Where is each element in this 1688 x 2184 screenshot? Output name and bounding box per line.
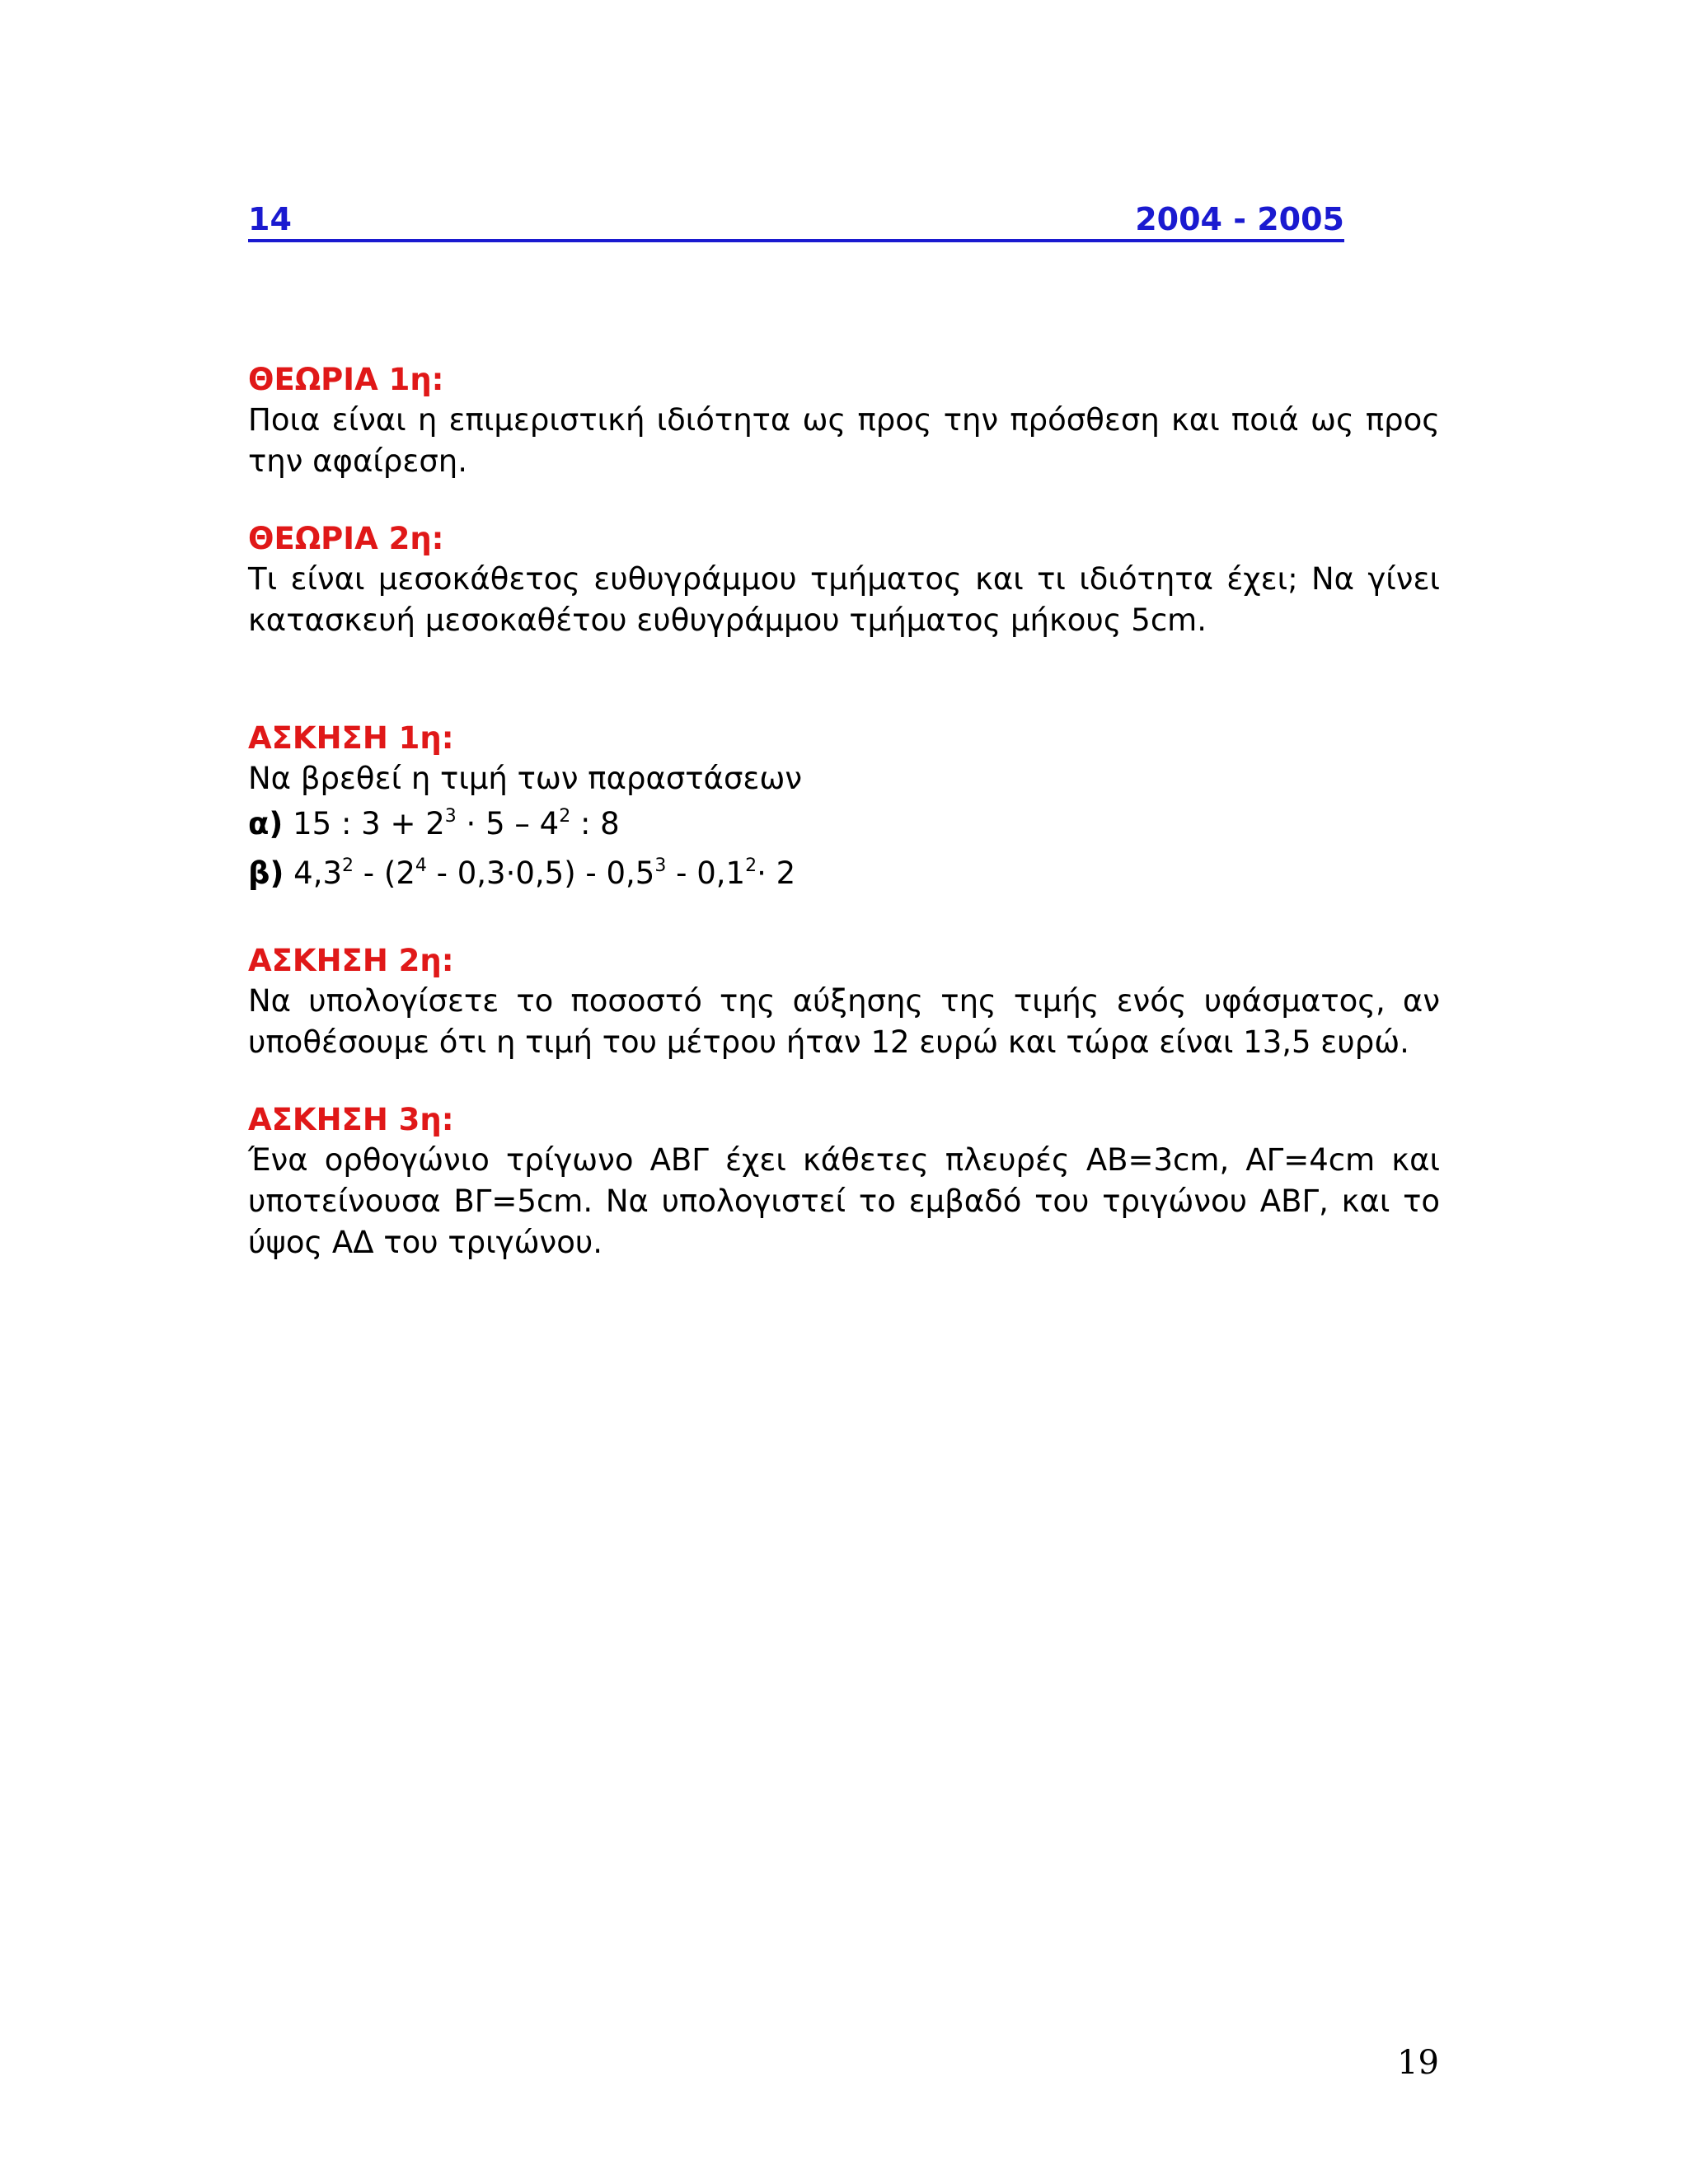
expression-b xyxy=(248,849,1440,898)
expression-b-part: 4,3 xyxy=(293,855,343,891)
expression-b-label: β) xyxy=(248,855,284,891)
exponent: 2 xyxy=(559,806,571,827)
exercise-2-title: ΑΣΚΗΣΗ 2η: xyxy=(248,943,454,978)
header-number: 14 xyxy=(248,201,292,237)
exercise-1-text: Να βρεθεί η τιμή των παραστάσεων xyxy=(248,761,803,796)
exercise-1-section xyxy=(248,719,1440,898)
theory-2-text: Τι είναι μεσοκάθετος ευθυγράμμου τμήματος και τι ιδιότητα έχει; Να γίνει κατασκευή μεσοκαθέτου ευθυγράμμου τμήματος μήκους 5cm. xyxy=(248,561,1440,638)
page-header xyxy=(248,198,1344,242)
header-school-year: 2004 - 2005 xyxy=(1135,201,1344,237)
exponent: 3 xyxy=(444,806,457,827)
theory-1-section xyxy=(248,360,1440,482)
expression-b-part: · 2 xyxy=(757,855,796,891)
theory-1-title: ΘΕΩΡΙΑ 1η: xyxy=(248,362,444,397)
exponent: 3 xyxy=(654,855,667,876)
expression-a-part: · 5 – 4 xyxy=(456,806,560,841)
expression-a-label: α) xyxy=(248,806,284,841)
expression-b-part: - (2 xyxy=(354,855,415,891)
exercise-3-title: ΑΣΚΗΣΗ 3η: xyxy=(248,1102,454,1137)
exponent: 2 xyxy=(342,855,354,876)
theory-2-section xyxy=(248,519,1440,641)
expression-b-part: - 0,1 xyxy=(666,855,746,891)
expression-a-part: : 8 xyxy=(570,806,620,841)
exponent: 2 xyxy=(745,855,757,876)
theory-2-title: ΘΕΩΡΙΑ 2η: xyxy=(248,521,444,556)
exercise-1-title: ΑΣΚΗΣΗ 1η: xyxy=(248,720,454,756)
theory-1-text: Ποια είναι η επιμεριστική ιδιότητα ως προς την πρόσθεση και ποιά ως προς την αφαίρεση. xyxy=(248,402,1440,479)
expression-b-part: - 0,3·0,5) - 0,5 xyxy=(426,855,655,891)
expression-a-part: 15 : 3 + 2 xyxy=(293,806,445,841)
exercise-3-section xyxy=(248,1100,1440,1263)
expression-a xyxy=(248,799,1440,849)
exponent: 4 xyxy=(415,855,427,876)
exercise-3-text: Ένα ορθογώνιο τρίγωνο ΑΒΓ έχει κάθετες πλευρές ΑΒ=3cm, ΑΓ=4cm και υποτείνουσα ΒΓ=5cm. Να υπολογιστεί το εμβαδό του τριγώνου ΑΒΓ, και το ύψος ΑΔ του τριγώνου. xyxy=(248,1142,1440,1260)
exercise-2-text: Να υπολογίσετε το ποσοστό της αύξησης της τιμής ενός υφάσματος, αν υποθέσουμε ότι η τιμή του μέτρου ήταν 12 ευρώ και τώρα είναι 13,5 ευρώ. xyxy=(248,983,1440,1060)
exercise-2-section xyxy=(248,941,1440,1063)
page-number: 19 xyxy=(1397,2044,1439,2082)
